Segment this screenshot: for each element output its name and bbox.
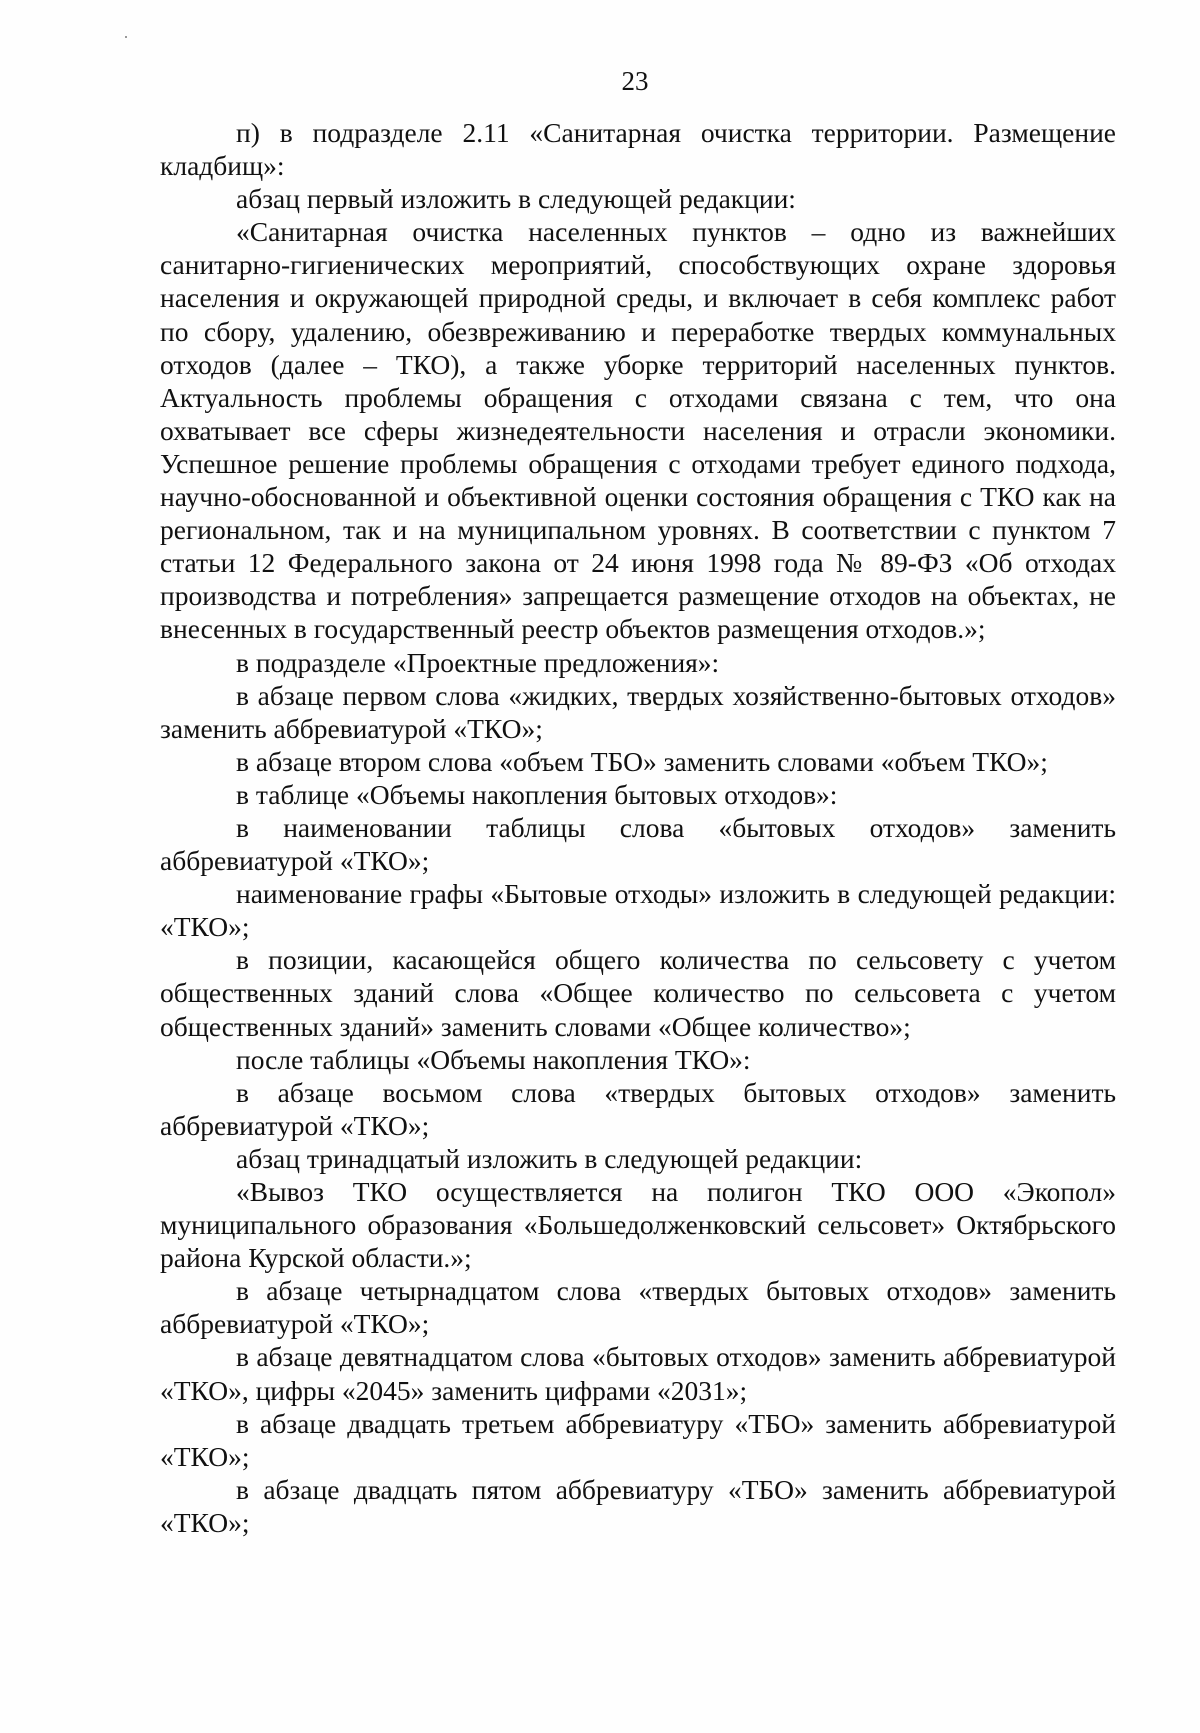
page-number: 23 [621,66,649,96]
paragraph-12: в абзаце восьмом слова «твердых бытовых отходов» заменить аббревиатурой «ТКО»; [160,1076,1116,1141]
paragraph-13: абзац тринадцатый изложить в следующей редакции: [236,1142,863,1174]
paragraph-15: в абзаце четырнадцатом слова «твердых бытовых отходов» заменить аббревиатурой «ТКО»; [160,1275,1116,1340]
paragraph-14: «Вывоз ТКО осуществляется на полигон ТКО ООО «Экопол» муниципального образования «Большедолженковский сельсовет» Октябрьского района Курской области.»; [160,1176,1116,1274]
scan-speck [125,36,127,38]
paragraph-6: в абзаце втором слова «объем ТБО» заменить словами «объем ТКО»; [236,745,1048,777]
paragraph-9: наименование графы «Бытовые отходы» изложить в следующей редакции: «ТКО»; [160,878,1116,943]
paragraph-1: п) в подразделе 2.11 «Санитарная очистка территории. Размещение кладбищ»: [160,117,1116,182]
paragraph-11: после таблицы «Объемы накопления ТКО»: [236,1043,751,1075]
paragraph-16: в абзаце девятнадцатом слова «бытовых отходов» заменить аббревиатурой «ТКО», цифры «2045» заменить цифрами «2031»; [160,1341,1116,1406]
paragraph-7: в таблице «Объемы накопления бытовых отходов»: [236,778,838,810]
paragraph-18: в абзаце двадцать пятом аббревиатуру «ТБО» заменить аббревиатурой «ТКО»; [160,1473,1116,1538]
paragraph-8: в наименовании таблицы слова «бытовых отходов» заменить аббревиатурой «ТКО»; [160,811,1116,877]
paragraph-2: абзац первый изложить в следующей редакции: [236,183,796,215]
paragraph-17: в абзаце двадцать третьем аббревиатуру «ТБО» заменить аббревиатурой «ТКО»; [160,1407,1116,1472]
paragraph-5: в абзаце первом слова «жидких, твердых хозяйственно-бытовых отходов» заменить аббревиатурой «ТКО»; [160,679,1116,744]
paragraph-4: в подразделе «Проектные предложения»: [236,646,720,678]
document-body [160,116,1116,1539]
paragraph-3: «Санитарная очистка населенных пунктов – одно из важнейших санитарно-гигиенических мероприятий, способствующих охране здоровья населения и окружающей природной среды, и включает в себя комплекс работ по сбору, удалению, обезвреживанию и переработке твердых коммунальных отходов (далее – ТКО), а также уборке территорий населенных пунктов. Актуальность проблемы обращения с отходами связана с тем, что она охватывает все сферы жизнедеятельности населения и отрасли экономики. Успешное решение проблемы обращения с отходами требует единого подхода, научно-обоснованной и объективной оценки состояния обращения с ТКО как на региональном, так и на муниципальном уровнях. В соответствии с пунктом 7 статьи 12 Федерального закона от 24 июня 1998 года № 89-ФЗ «Об отходах производства и потребления» запрещается размещение отходов на объектах, не внесенных в государственный реестр объектов размещения отходов.»; [160,216,1116,645]
paragraph-10: в позиции, касающейся общего количества по сельсовету с учетом общественных зданий слова «Общее количество по сельсовета с учетом общественных зданий» заменить словами «Общее количество»; [160,944,1116,1042]
